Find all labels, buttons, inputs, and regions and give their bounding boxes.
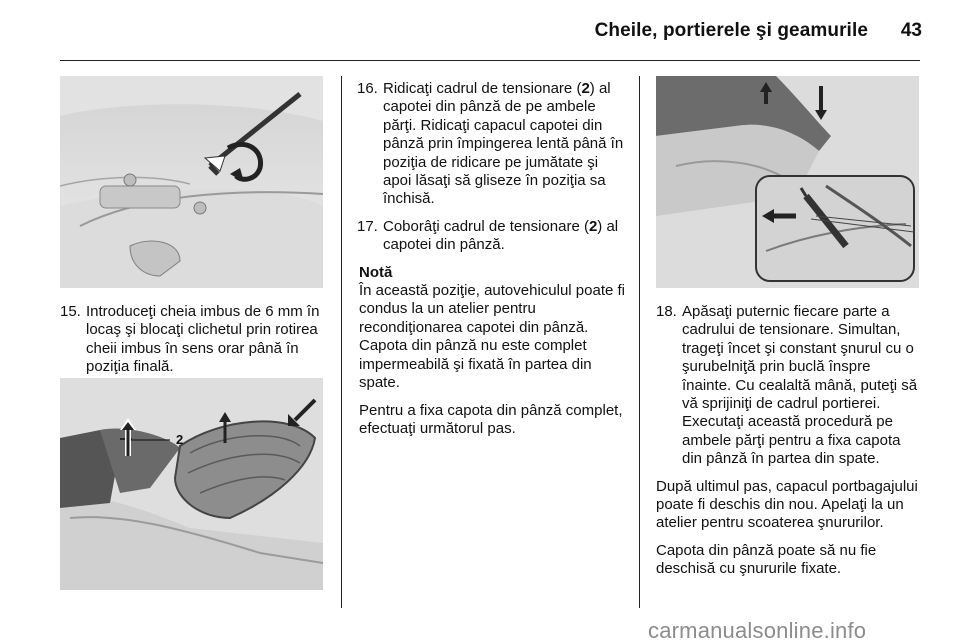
figure-tensioner-frame (60, 378, 323, 590)
note-heading: Notă (359, 263, 393, 281)
step-16 (357, 80, 629, 209)
column-1 (60, 303, 328, 386)
watermark: carmanualsonline.info (648, 618, 867, 643)
step-number: 18. (656, 303, 677, 320)
step-17 (357, 218, 629, 255)
column-divider (639, 76, 640, 608)
column-3 (656, 303, 922, 588)
note-block (357, 264, 629, 393)
step-text-b: ) al capotei din pânză de pe ambele părţi. Ridicaţi capacul capotei din pânză prin împingerea lentă până în poziţia de ridicare pe jumătate şi apoi lăsaţi să gliseze în poziţia sa închisă. (383, 80, 624, 208)
column-divider (341, 76, 342, 608)
callout-ref: 2 (581, 80, 590, 97)
paragraph: Capota din pânză poate să nu fie deschisă cu şnururile fixate. (656, 541, 877, 578)
figure-hex-key (60, 76, 323, 288)
step-number: 17. (357, 217, 378, 235)
page-title: Cheile, portierele şi geamurile (594, 20, 868, 41)
figure-callout-2: 2 (176, 432, 184, 447)
step-text-a: Coborâţi cadrul de tensionare ( (383, 217, 589, 235)
step-text: Apăsaţi puternic fiecare parte a cadrului de tensionare. Simultan, trageţi încet şi constant şnurul cu o şurubelniţă prin buclă înspre înainte. Cu cealaltă mână, puteţi să vă sprijiniţi de cadrul portierei. Executaţi această procedură pe ambele părţi pentru a fixa capota din pânză în partea din spate. (682, 303, 918, 468)
page-number: 43 (900, 20, 922, 41)
step-15 (60, 303, 328, 377)
callout-ref: 2 (588, 217, 598, 235)
step-text-b: ) al capotei din pânză. (383, 217, 619, 254)
step-18 (656, 303, 922, 469)
step-number: 16. (357, 80, 378, 97)
step-number: 15. (60, 303, 81, 320)
figure-screwdriver (656, 76, 919, 288)
step-text: Introduceţi cheia imbus de 6 mm în locaş şi blocaţi clichetul prin rotirea cheii imbus în sens orar până în poziţia finală. (86, 303, 320, 376)
paragraph: Pentru a fixa capota din pânză complet, efectuaţi următorul pas. (359, 401, 623, 437)
tensioner-frame-screwdriver-illustration (656, 76, 919, 288)
paragraph: După ultimul pas, capacul portbagajului poate fi deschis din nou. Apelaţi la un atelier pentru scoaterea şnururilor. (656, 477, 918, 532)
step-text-a: Ridicaţi cadrul de tensionare ( (383, 80, 582, 97)
note-text: În această poziţie, autovehiculul poate fi condus la un atelier pentru recondiţionarea capotei din pânză. Capota din pânză nu este complet impermeabilă şi fixată în partea din spate. (359, 282, 626, 392)
convertible-tensioner-frame-illustration (60, 378, 323, 590)
header-rule (60, 60, 920, 61)
column-2 (357, 80, 629, 447)
interior-roof-hex-key-illustration (60, 76, 323, 288)
